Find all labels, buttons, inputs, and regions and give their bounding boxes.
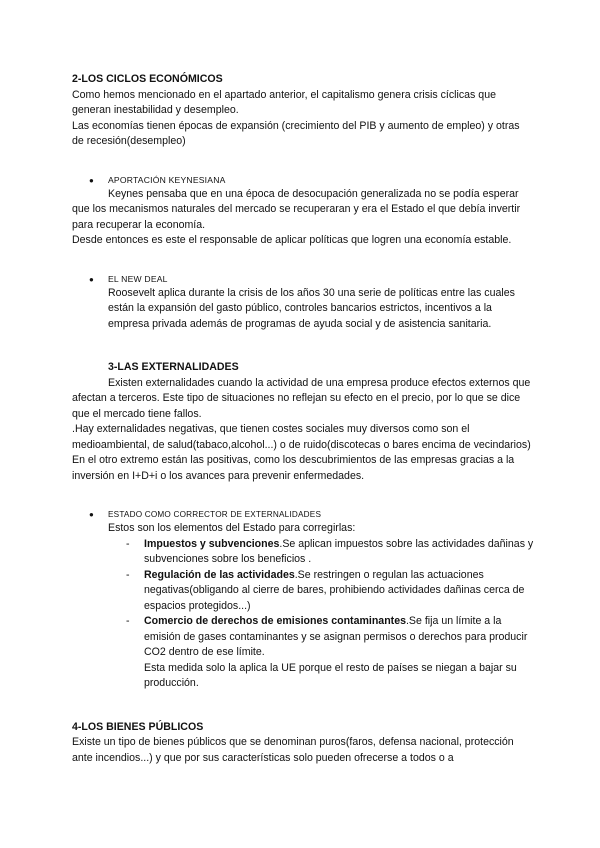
corrector-list <box>72 537 534 692</box>
list-item-text: .Se fija un límite a la emisión de gases contaminantes y se asignan permisos o derechos para producir CO2 dentro de ese límite. <box>144 615 528 658</box>
list-item-extra: Esta medida solo la aplica la UE porque el resto de países se niegan a bajar su producción. <box>144 661 517 689</box>
section-3-paragraph-3: En el otro extremo están las positivas, como los descubrimientos de las empresas gracias a la inversión en I+D+i o los avances para prevenir enfermedades. <box>72 454 515 482</box>
dash-bullet-icon: - <box>126 537 130 550</box>
bullet-dot-icon: ● <box>89 510 95 519</box>
section-2-title: 2-LOS CICLOS ECONÓMICOS <box>72 73 223 85</box>
section-3-paragraph-1: Existen externalidades cuando la actividad de una empresa produce efectos externos que afectan a terceros. Este tipo de situaciones no reflejan su efecto en el precio, por lo que se dice que el mercado tiene fallos. <box>72 376 531 420</box>
keynes-paragraph-1: Keynes pensaba que en una época de desocupación generalizada no se podía esperar que los mecanismos naturales del mercado se recuperaran y era el Estado el que debía invertir para recuperar la economía. <box>72 187 521 231</box>
keynes-paragraph-2: Desde entonces es este el responsable de aplicar políticas que logren una economía estable. <box>72 234 512 246</box>
keynesian-heading-text: APORTACIÓN KEYNESIANA <box>108 174 226 185</box>
list-item-bold: Comercio de derechos de emisiones contaminantes <box>144 615 406 627</box>
bullet-dot-icon: ● <box>89 175 95 185</box>
section-3-paragraph-2: .Hay externalidades negativas, que tienen costes sociales muy diversos como son el medioambiental, de salud(tabaco,alcohol...) o de ruido(discotecas o bares encima de vecindarios) <box>72 423 531 451</box>
bullet-newdeal-heading <box>72 273 534 286</box>
bullet-keynesian-heading <box>72 174 534 187</box>
section-3-title: 3-LAS EXTERNALIDADES <box>108 361 239 373</box>
section-2-paragraph-2: Las economías tienen épocas de expansión (crecimiento del PIB y aumento de empleo) y otras de recesión(desempleo) <box>72 119 520 147</box>
list-item-bold: Impuestos y subvenciones <box>144 537 280 550</box>
list-item-text: .Se restringen o regulan las actuaciones negativas(obligando al cierre de bares, prohibiendo actividades dañinas cerca de espacios protegidos...) <box>144 568 525 612</box>
section-2-paragraph-1: Como hemos mencionado en el apartado anterior, el capitalismo genera crisis cíclicas que generan inestabilidad y desempleo. <box>72 88 496 116</box>
list-item <box>72 568 534 615</box>
list-item-text: .Se aplican impuestos sobre las actividades dañinas y subvenciones sobre los beneficios . <box>144 537 534 565</box>
dash-bullet-icon: - <box>126 568 130 581</box>
dash-bullet-icon: - <box>126 615 130 627</box>
list-item-bold: Regulación de las actividades <box>144 568 295 581</box>
bullet-corrector-heading <box>72 508 534 521</box>
corrector-intro: Estos son los elementos del Estado para corregirlas: <box>108 522 356 534</box>
bullet-dot-icon: ● <box>89 274 95 284</box>
corrector-heading-text: ESTADO COMO CORRECTOR DE EXTERNALIDADES <box>108 510 322 519</box>
list-item <box>72 537 534 568</box>
newdeal-paragraph: Roosevelt aplica durante la crisis de los años 30 una serie de políticas entre las cuales están la expansión del gasto público, controles bancarios estrictos, incentivos a la empresa privada además de programas de ayuda social y de asistencia sanitaria. <box>108 286 515 330</box>
section-4-title: 4-LOS BIENES PÚBLICOS <box>72 720 204 733</box>
section-4-paragraph-1: Existe un tipo de bienes públicos que se denominan puros(faros, defensa nacional, protección ante incendios...) y que por sus características solo pueden ofrecerse a todos o a <box>72 736 514 764</box>
newdeal-heading-text: EL NEW DEAL <box>108 273 168 284</box>
list-item <box>72 614 534 692</box>
